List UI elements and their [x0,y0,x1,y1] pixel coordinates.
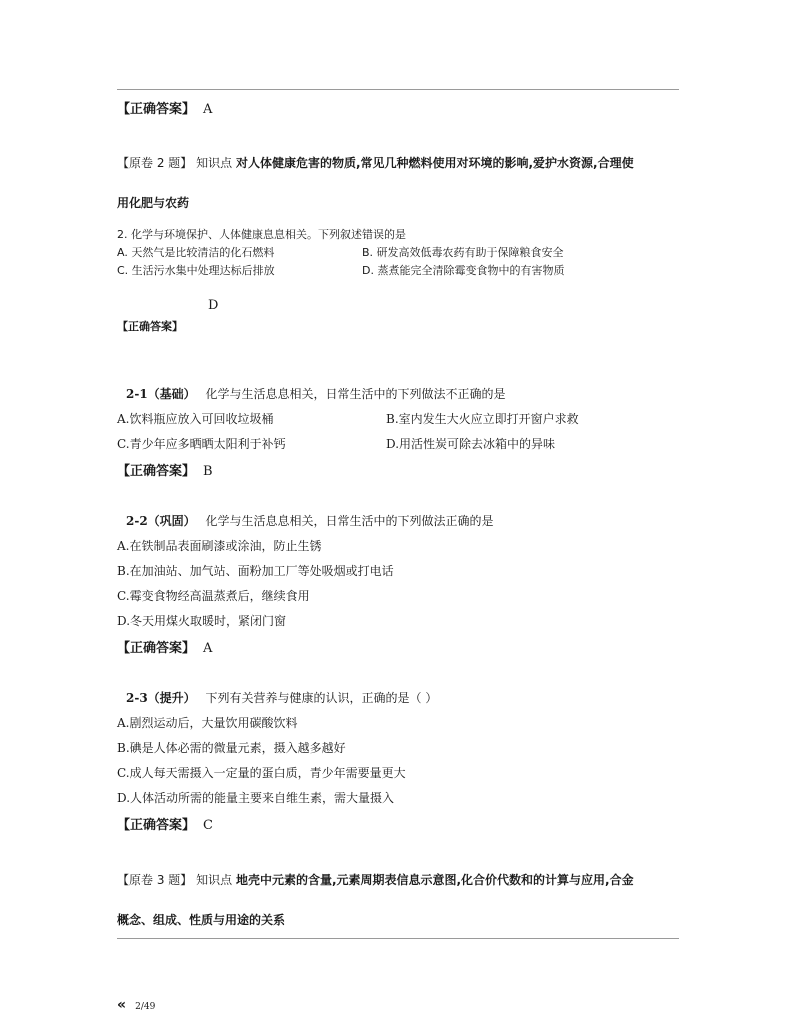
question-header [126,385,506,402]
answer-row [117,98,212,117]
option-b: B.在加油站、加气站、面粉加工厂等处吸烟或打电话 [117,564,394,578]
question-header [126,512,494,529]
option-d: D.用活性炭可除去冰箱中的异味 [386,437,556,451]
answer-value: B [203,464,213,479]
option-d: D.人体活动所需的能量主要来自维生素，需大量摄入 [117,791,395,805]
option-c: C.霉变食物经高温蒸煮后，继续食用 [117,589,310,603]
answer-label: 【正确答案】 [117,320,183,333]
option-b: B.室内发生大火应立即打开窗户求救 [386,412,579,426]
knowledge-point-label: 知识点 [196,156,233,170]
answer-label: 【正确答案】 [117,464,196,479]
option-b: B.碘是人体必需的微量元素，摄入越多越好 [117,741,346,755]
option-a: A.饮料瓶应放入可回收垃圾桶 [117,412,274,426]
question-stem: 化学与生活息息相关，日常生活中的下列做法正确的是 [205,514,494,528]
header-rule [117,89,679,90]
question-source-line [117,154,634,171]
answer-label: 【正确答案】 [117,818,196,833]
option-a: A. 天然气是比较清洁的化石燃料 [117,246,275,259]
knowledge-point-topics: 地壳中元素的含量,元素周期表信息示意图,化合价代数和的计算与应用,合金 [235,873,634,887]
answer-value: D [208,298,219,313]
page-number: 2/49 [135,1002,156,1012]
knowledge-point-topics-cont: 概念、组成、性质与用途的关系 [117,913,286,927]
option-a: A.剧烈运动后，大量饮用碳酸饮料 [117,716,298,730]
option-b: B. 研发高效低毒农药有助于保障粮食安全 [362,246,564,259]
knowledge-point-label: 知识点 [196,873,233,887]
answer-value: C [203,818,213,833]
question-stem: 下列有关营养与健康的认识，正确的是（ ） [205,691,438,705]
option-c: C.成人每天需摄入一定量的蛋白质，青少年需要量更大 [117,766,406,780]
question-header [126,689,437,706]
option-c: C. 生活污水集中处理达标后排放 [117,264,275,277]
answer-row [117,460,213,479]
question-number: 2-1（基础） [126,387,196,401]
page-footer [117,994,155,1013]
footer-rule [117,938,679,939]
question-stem: 化学与生活息息相关，日常生活中的下列做法不正确的是 [205,387,506,401]
option-d: D. 蒸煮能完全清除霉变食物中的有害物质 [362,264,565,277]
knowledge-point-topics: 对人体健康危害的物质,常见几种燃料使用对环境的影响,爱护水资源,合理使 [235,156,634,170]
option-c: C.青少年应多晒晒太阳利于补钙 [117,437,286,451]
option-a: A.在铁制品表面刷漆或涂油，防止生锈 [117,539,322,553]
double-chevron-icon: « [117,997,127,1013]
answer-value: A [203,102,213,117]
option-d: D.冬天用煤火取暖时，紧闭门窗 [117,614,287,628]
answer-row [117,814,213,833]
answer-row [117,637,212,656]
answer-value: A [203,641,213,656]
knowledge-point-topics-cont: 用化肥与农药 [117,196,190,210]
question-number: 2-3（提升） [126,691,196,705]
question-number: 2-2（巩固） [126,514,196,528]
answer-label: 【正确答案】 [117,641,196,656]
answer-label: 【正确答案】 [117,102,196,117]
question-source: 【原卷 3 题】 [117,873,193,887]
question-source: 【原卷 2 题】 [117,156,193,170]
original-question-stem: 2. 化学与环境保护、人体健康息息相关。下列叙述错误的是 [117,228,406,241]
question-source-line [117,871,634,888]
